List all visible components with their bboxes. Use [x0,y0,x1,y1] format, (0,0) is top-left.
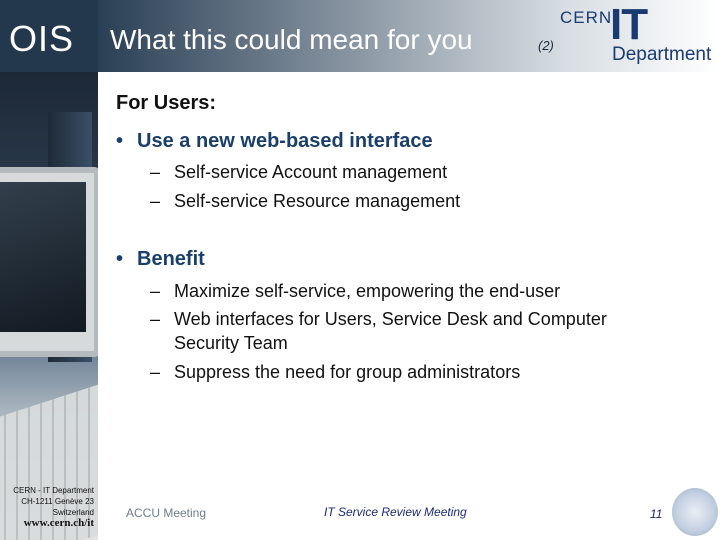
cern-address [2,485,94,518]
sub-item: – Maximize self-service, empowering the end-user [150,281,561,301]
page-number: 11 [650,507,663,521]
sub-item: – Web interfaces for Users, Service Desk and Computer [150,309,607,329]
address-line: Switzerland [52,508,94,517]
sub-item: – Self-service Resource management [150,191,461,211]
website-link[interactable]: www.cern.ch/it [23,517,94,529]
monitor-screen-image [0,182,86,332]
sub-item-label: Self-service Account management [174,162,448,182]
sub-item: – Suppress the need for group administrators [150,362,521,382]
address-line: CH-1211 Genève 23 [21,497,94,506]
slide-title-suffix: (2) [538,38,554,53]
sidebar-photo [0,72,98,540]
section-heading: For Users: [116,92,217,114]
sub-item-label: Suppress the need for group administrators [174,362,521,382]
bullet-label: Use a new web-based interface [137,130,433,152]
header-bar [0,0,720,72]
logo-it-text: IT [610,0,648,49]
sub-item-label: Web interfaces for Users, Service Desk and Computer [174,309,607,329]
sub-item-continuation: Security Team [174,333,288,353]
product-label: OIS [9,18,75,59]
footer-title: IT Service Review Meeting [324,505,467,519]
bullet-item [116,248,205,271]
bullet-item [116,130,433,153]
cern-seal-icon [672,488,718,536]
slide-title: What this could mean for you [110,24,473,55]
logo-department-text: Department [612,44,712,65]
sub-item: – Self-service Account management [150,162,448,182]
cern-it-logo [560,0,716,65]
bullet-label: Benefit [137,248,205,270]
sub-item-label: Maximize self-service, empowering the end-user [174,281,561,301]
bullet-dot-icon: • [116,130,124,152]
sub-item-label: Self-service Resource management [174,191,461,211]
footer-meeting-label: ACCU Meeting [126,506,207,520]
address-line: CERN - IT Department [13,486,94,495]
logo-cern-text: CERN [560,8,613,27]
bullet-dot-icon: • [116,248,124,270]
